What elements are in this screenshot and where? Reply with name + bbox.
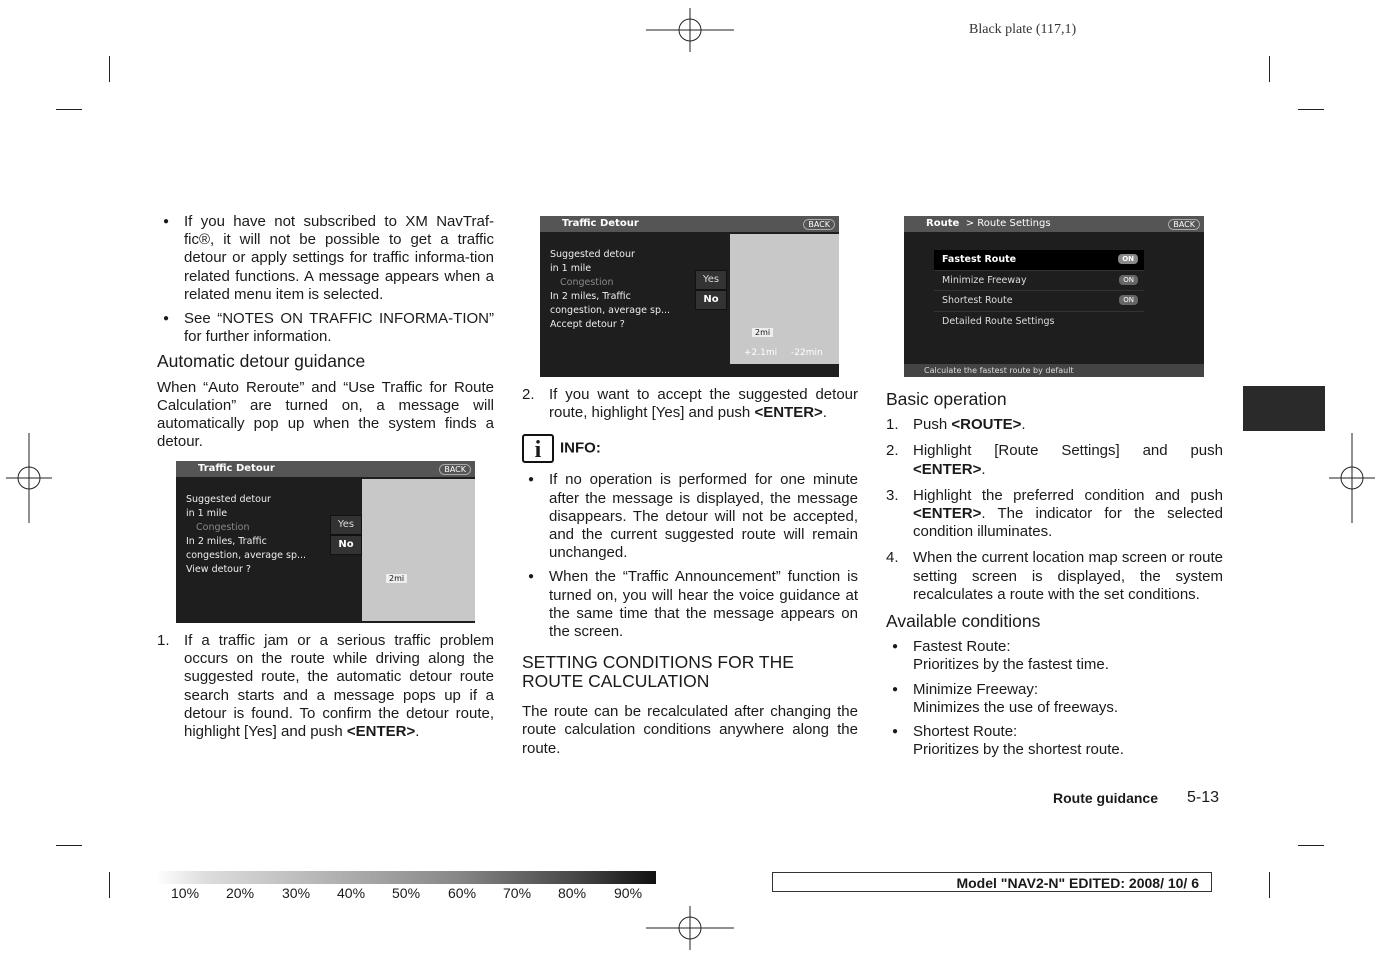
step-number: 4. [886,549,899,567]
message-line: Suggested detour [550,249,635,260]
map-view [362,479,475,621]
plate-label: Black plate (117,1) [969,22,1077,37]
condition-name: ● Shortest Route: [913,723,1018,741]
distance-label: +2.1mi [744,348,778,358]
message-line: congestion, average sp... [186,550,307,561]
step-text: If a traffic jam or a serious traffic problem occurs on the route while driving along the suggested route, the automatic detour route search starts and a message pops up if a detour is found. To confirm the detour route, highlight [Yes] and push [184,632,494,741]
percent-label: 40% [337,885,366,901]
message-line: Congestion [560,277,614,288]
percent-label: 80% [558,885,587,901]
step-number: 2. [886,442,899,460]
condition-item [886,723,1223,759]
step-item [886,549,1223,604]
enter-key: <ENTER> [346,723,416,741]
condition-desc: Prioritizes by the shortest route. [913,741,1124,759]
step-number: 1. [886,416,899,434]
step-end: . [981,460,986,478]
setting-label: Fastest Route [942,254,1017,265]
crop-mark [1269,872,1270,898]
percent-label: 60% [448,885,477,901]
condition-desc: Minimizes the use of freeways. [913,698,1119,716]
setting-state: ON [1119,275,1138,285]
message-line: Congestion [196,522,250,533]
setting-label: Shortest Route [942,295,1013,306]
percent-label: 90% [614,885,643,901]
step-text: When the current location map screen or route setting screen is displayed, the system recalculates a route with the set conditions. [913,549,1223,603]
bullet-item: ● When the “Traffic Announcement” function is turned on, you will hear the voice guidance at the same time that the message appears on the screen. [522,568,858,641]
back-button: BACK [803,219,835,230]
step-text: Push [913,416,952,434]
yes-button: Yes [695,270,727,290]
section-heading: Automatic detour guidance [157,351,366,372]
crop-mark [56,109,82,110]
settings-row [934,250,1144,270]
enter-key: <ENTER> [913,460,982,478]
page-number: 5-13 [1187,789,1220,806]
condition-desc: Prioritizes by the fastest time. [913,656,1109,674]
condition-name: ● Minimize Freeway: [913,680,1039,698]
message-line: Accept detour ? [550,319,625,330]
chapter-tab [1243,386,1325,431]
column-1-step [157,632,494,749]
registration-mark-top [646,6,734,54]
section-heading: SETTING CONDITIONS FOR THE ROUTE CALCULATION [522,652,794,692]
column-3 [886,384,1223,765]
screenshot-route-settings [904,216,1204,377]
screen-title: Traffic Detour [176,461,475,477]
section-heading: Basic operation [886,389,1007,409]
breadcrumb: > Route Settings [965,218,1051,229]
bullet-item: ● If no operation is performed for one minute after the message is displayed, the message disappears. The detour will not be accepted, and the current suggested route will remain unchanged. [522,471,858,562]
step-end: . [1021,416,1026,434]
screen-footer: Calculate the fastest route by default [904,364,1204,377]
settings-row [934,311,1144,332]
message-line: In 2 miles, Traffic [550,291,631,302]
screen-title: Traffic Detour [540,216,839,232]
screen-title [904,216,1204,232]
info-header [522,434,858,463]
condition-item [886,638,1223,674]
step-item [886,416,1223,434]
crop-mark [109,872,110,898]
info-icon: i [522,434,554,463]
condition-name: ● Fastest Route: [913,638,1011,656]
step-item [522,386,858,422]
step-item [157,632,494,741]
message-line: In 2 miles, Traffic [186,536,267,547]
percent-label: 20% [226,885,255,901]
section-heading: Available conditions [886,611,1041,632]
registration-mark-right [1329,433,1375,523]
map-view [730,234,839,364]
step-item [886,487,1223,542]
message-line: in 1 mile [550,263,592,274]
crop-mark [56,845,82,846]
bullet-item: ● See “NOTES ON TRAFFIC INFORMA-TION” for further information. [157,310,494,346]
back-button: BACK [1168,219,1200,230]
screen-title-text: Route [926,218,960,229]
message-line: congestion, average sp... [550,305,671,316]
settings-list [934,250,1144,331]
footer-section-name: Route guidance [1053,790,1159,806]
scale-label: 2mi [386,574,407,583]
message-line: View detour ? [186,564,251,575]
setting-state: ON [1118,254,1138,264]
step-text: If you want to accept the suggested detour route, highlight [Yes] and push [549,386,858,422]
message-line: Suggested detour [186,494,271,505]
percent-label: 30% [282,885,311,901]
step-text: Highlight the preferred condition and push [913,486,1223,504]
crop-mark [1269,56,1270,82]
step-text: Highlight [Route Settings] and push [913,442,1223,460]
screenshot-traffic-detour-2 [540,216,839,377]
setting-label: Detailed Route Settings [942,315,1055,327]
screenshot-traffic-detour-1 [176,461,475,623]
condition-item [886,681,1223,717]
detour-message [186,493,306,577]
step-end: . [415,723,420,741]
settings-row [934,270,1144,291]
column-2 [522,386,858,766]
enter-key: <ENTER> [754,404,823,422]
registration-mark-bottom [646,904,734,952]
crop-mark [109,56,110,82]
info-label: INFO: [560,439,601,457]
paragraph: The route can be recalculated after changing the route calculation conditions anywhere along the route. [522,703,858,757]
bullet-item: ● If you have not subscribed to XM NavTraf-fic®, it will not be possible to get a traffic detour or apply settings for traffic informa-tion related functions. A message appears when a related menu item is selected. [157,213,494,304]
back-button: BACK [439,464,471,475]
crop-mark [1298,109,1324,110]
step-number: 3. [886,486,899,504]
percent-label: 70% [503,885,532,901]
registration-mark-left [6,433,52,523]
column-1 [157,213,494,459]
step-number: 1. [157,632,170,649]
yes-button: Yes [330,515,362,535]
model-edited-box: Model "NAV2-N" EDITED: 2008/ 10/ 6 [772,872,1212,892]
gray-scale-bar [156,871,656,884]
paragraph: When “Auto Reroute” and “Use Traffic for Route Calculation” are turned on, a message will automatically pop up when the system finds a detour. [157,378,494,451]
crop-mark [1298,845,1324,846]
step-end: . [822,404,827,422]
time-label: -22min [791,348,823,358]
settings-row [934,290,1144,311]
step-number: 2. [522,386,535,403]
no-button: No [330,535,362,555]
percent-label: 50% [392,885,421,901]
percent-label: 10% [171,885,200,901]
message-line: in 1 mile [186,508,228,519]
scale-label: 2mi [752,328,773,337]
no-button: No [695,290,727,310]
step-end: . The indicator for the selected condition illuminates. [913,505,1223,541]
detour-message [550,248,670,332]
step-item [886,442,1223,478]
enter-key: <ENTER> [913,505,982,523]
setting-label: Minimize Freeway [942,274,1027,286]
route-key: <ROUTE> [951,416,1022,434]
setting-state: ON [1119,295,1138,305]
